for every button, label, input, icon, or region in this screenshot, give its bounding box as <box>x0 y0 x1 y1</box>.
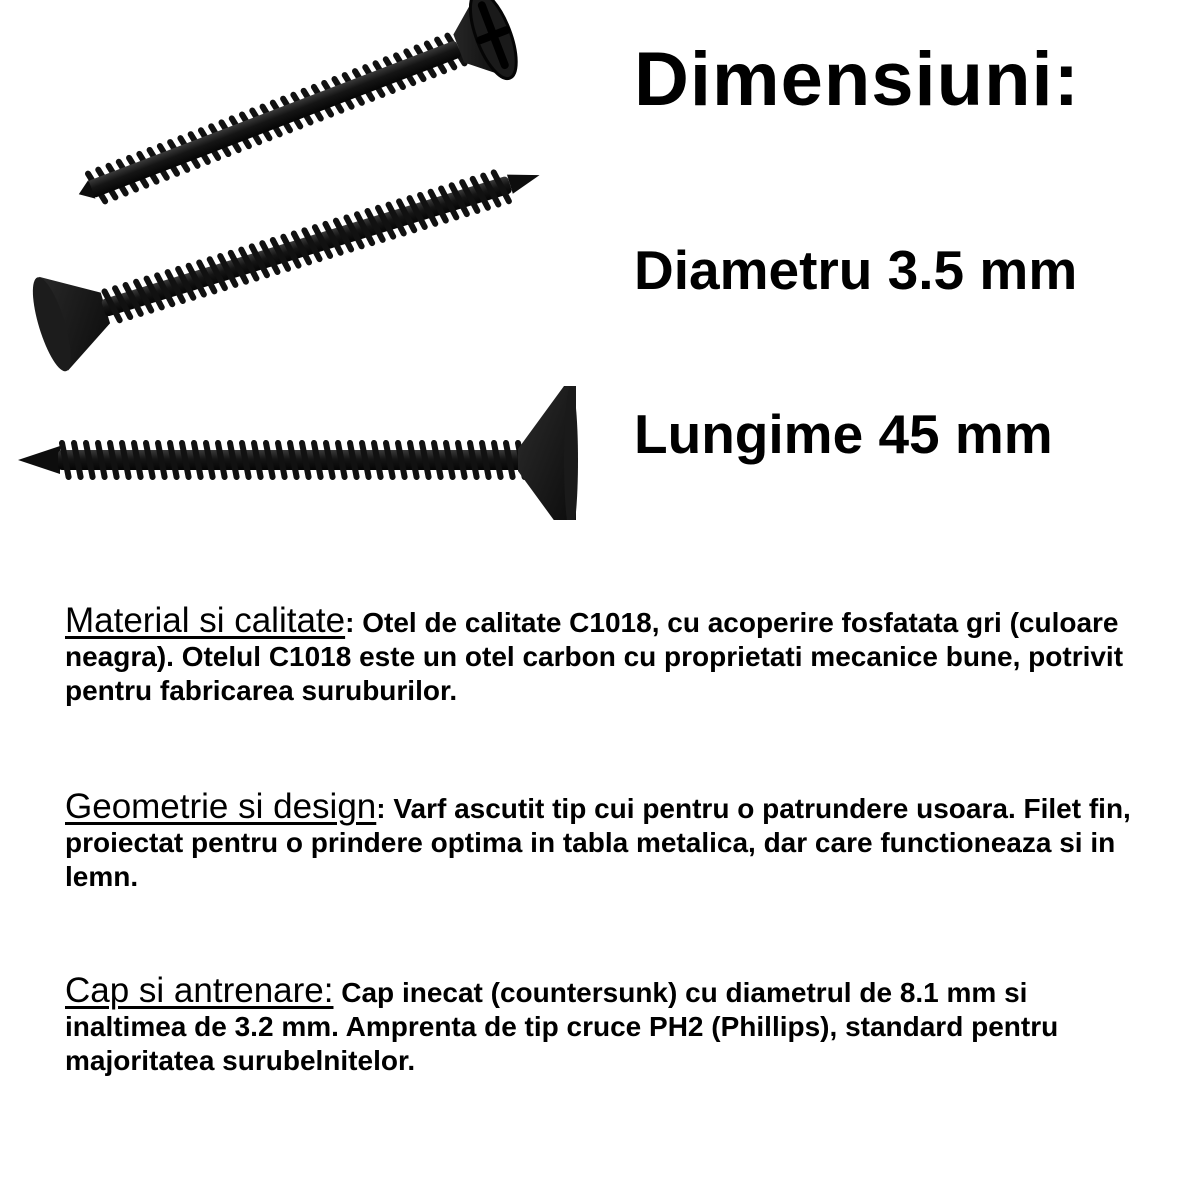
spec-material <box>65 601 1155 708</box>
product-image <box>0 0 600 520</box>
spec-geometry-text: Varf ascutit tip cui pentru o patrundere usoara. Filet fin, proiectat pentru o prindere optima in tabla metalica, dar care functioneaza si in lemn. <box>65 793 1131 892</box>
black-screw-image-bottom <box>18 386 578 520</box>
diameter-value: Diametru 3.5 mm <box>634 239 1078 301</box>
spec-material-separator: : <box>345 607 355 638</box>
dimensions-title: Dimensiuni: <box>634 37 1080 122</box>
spec-head-label: Cap si antrenare: <box>65 971 334 1010</box>
black-screw-image-middle <box>25 128 554 375</box>
spec-material-label: Material si calitate <box>65 601 346 640</box>
spec-geometry-label: Geometrie si design <box>65 787 377 826</box>
spec-geometry-separator: : <box>376 793 386 824</box>
spec-geometry <box>65 787 1155 894</box>
spec-head <box>65 971 1155 1078</box>
length-value: Lungime 45 mm <box>634 403 1053 465</box>
spec-head-text: Cap inecat (countersunk) cu diametrul de 8.1 mm si inaltimea de 3.2 mm. Amprenta de tip cruce PH2 (Phillips), standard pentru majoritatea surubelnitelor. <box>65 977 1059 1076</box>
spec-material-text: Otel de calitate C1018, cu acoperire fosfatata gri (culoare neagra). Otelul C1018 este un otel carbon cu proprietati mecanice bune, potrivit pentru fabricarea suruburilor. <box>65 607 1124 706</box>
